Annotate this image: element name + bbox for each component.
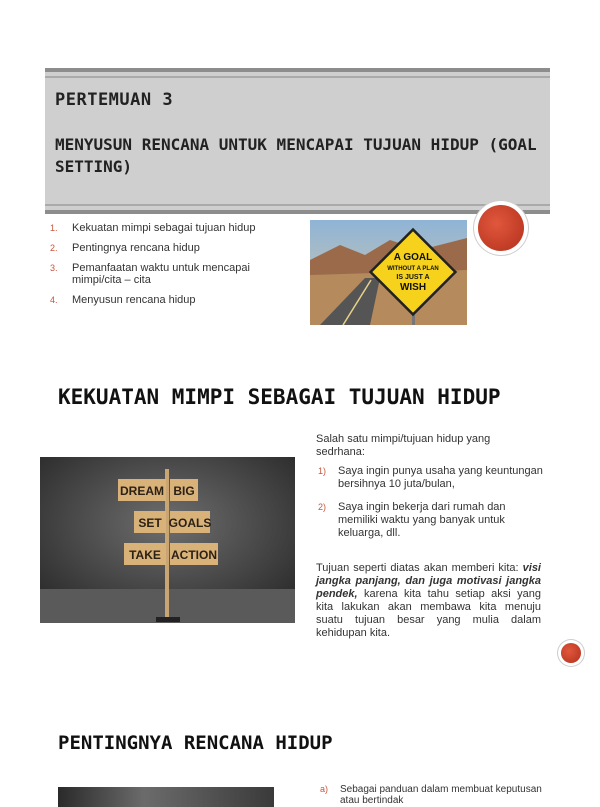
signpost-word: TAKE [129,548,161,562]
decorative-circle [561,643,581,663]
list-item: a) Sebagai panduan dalam membuat keputusan atau bertindak [320,784,542,806]
slide-1 [0,0,600,345]
sign-line-2: WITHOUT A PLAN [387,266,439,272]
sign-line-4: WISH [399,282,427,293]
slide-3 [0,700,600,806]
agenda-item: 1. Kekuatan mimpi sebagai tujuan hidup [50,222,256,234]
signpost-word: BIG [173,484,195,498]
reason-list [318,784,558,806]
agenda-list [48,222,298,314]
title-banner [45,68,550,214]
section-heading: PENTINGNYA RENCANA HIDUP [58,732,333,754]
sign-line-1: A GOAL [393,252,433,263]
decorative-circle [478,205,524,251]
sign-line-3: IS JUST A [396,274,430,281]
explanation-paragraph: Tujuan seperti diatas akan memberi kita: visi jangka panjang, dan juga motivasi jangka pendek, karena kita tahu setiap aksi yang kita lakukan akan membawa kita menuju suatu tujuan besar yang mulia dalam kehidupan kita. [316,562,541,639]
intro-text: Salah satu mimpi/tujuan hidup yang sedrhana: [316,433,491,458]
list-item: 2) Saya ingin bekerja dari rumah dan memiliki waktu yang banyak untuk keluarga, dll. [318,501,506,539]
agenda-item: 3. Pemanfaatan waktu untuk mencapai mimpi/cita – cita [50,262,250,286]
list-item: 1) Saya ingin punya usaha yang keuntungan bersihnya 10 juta/bulan, [318,465,543,490]
signpost-word: GOALS [168,516,212,530]
dream-list [316,465,546,550]
signpost-photo [40,457,295,623]
agenda-item: 2. Pentingnya rencana hidup [50,242,200,254]
agenda-item: 4. Menyusun rencana hidup [50,294,196,306]
goal-sign-photo [310,220,467,325]
meeting-label: PERTEMUAN 3 [55,90,174,110]
slide-photo [58,787,274,807]
signpost-word: DREAM [120,484,164,498]
signpost-word: ACTION [171,548,217,562]
signpost-word: SET [138,516,162,530]
section-heading: KEKUATAN MIMPI SEBAGAI TUJUAN HIDUP [58,385,501,409]
slide-title: MENYUSUN RENCANA UNTUK MENCAPAI TUJUAN HIDUP (GOAL SETTING) [55,135,537,176]
slide-2 [0,355,600,685]
